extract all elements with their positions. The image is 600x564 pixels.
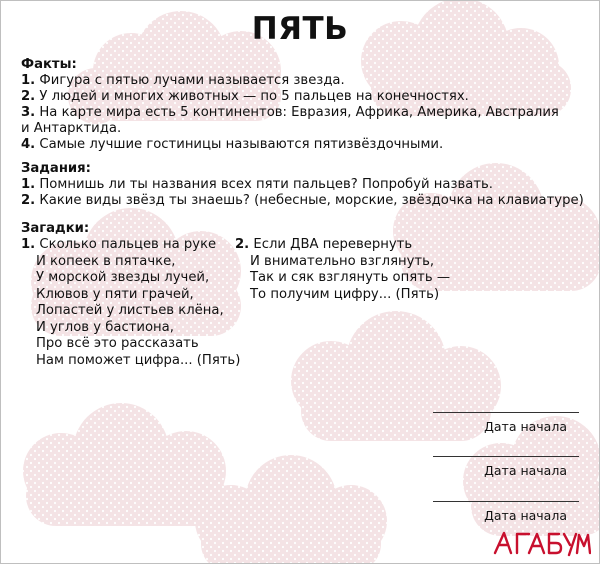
date-write-line[interactable] xyxy=(433,456,579,457)
date-write-line[interactable] xyxy=(433,412,579,413)
fact-text: У людей и многих животных — по 5 пальцев на конечностях. xyxy=(39,89,469,104)
task-text: Помнишь ли ты названия всех пяти пальцев? Попробуй назвать. xyxy=(39,177,493,192)
riddle-line: У морской звезды лучей, xyxy=(36,270,210,285)
date-field[interactable] xyxy=(433,456,579,478)
page-title: ПЯТЬ xyxy=(251,11,349,47)
fact-number: 2. xyxy=(21,89,36,104)
task-text: Какие виды звёзд ты знаешь? (небесные, морские, звёздочка на клавиатуре) xyxy=(39,193,584,208)
facts-heading: Факты: xyxy=(21,57,77,72)
fact-text: Фигура с пятью лучами называется звезда. xyxy=(39,73,345,88)
riddle-line: Про всё это рассказать xyxy=(36,336,199,351)
riddle-line: И внимательно взглянуть, xyxy=(250,253,435,269)
fact-number: 1. xyxy=(21,73,36,88)
fact-text: Самые лучшие гостиницы называются пятизвёздочными. xyxy=(39,137,444,152)
riddle-line: Нам поможет цифра... (Пять) xyxy=(36,352,241,368)
riddle-2 xyxy=(235,237,450,303)
date-field[interactable] xyxy=(433,412,579,434)
task-number: 1. xyxy=(21,177,36,192)
riddle-1 xyxy=(21,237,240,369)
riddle-number: 2. xyxy=(235,237,250,252)
fact-item xyxy=(21,105,561,137)
date-field[interactable] xyxy=(433,501,579,523)
date-label: Дата начала xyxy=(484,463,567,478)
date-label: Дата начала xyxy=(484,508,567,523)
riddle-number: 1. xyxy=(21,237,36,252)
riddle-line: Так и сяк взглянуть опять — xyxy=(250,270,451,285)
fact-number: 3. xyxy=(21,105,36,120)
riddle-line: И копеек в пятачке, xyxy=(36,253,176,269)
riddle-line: 2. Если ДВА перевернуть xyxy=(235,237,413,252)
riddles-section xyxy=(21,221,89,237)
riddle-line: Лопастей у листьев клёна, xyxy=(36,303,224,318)
riddle-line: И углов у бастиона, xyxy=(36,319,174,335)
riddle-line: То получим цифру... (Пять) xyxy=(250,286,440,302)
date-write-line[interactable] xyxy=(433,501,579,502)
riddle-line: Клювов у пяти грачей, xyxy=(36,286,194,302)
tasks-section xyxy=(21,161,584,209)
facts-section xyxy=(21,57,561,153)
fact-text: На карте мира есть 5 континентов: Евразия, Африка, Америка, Австралия и Антарктида. xyxy=(21,105,559,136)
fact-item xyxy=(21,137,561,153)
task-item xyxy=(21,193,584,209)
agabum-logo xyxy=(491,528,591,558)
riddle-line: 1. Сколько пальцев на руке xyxy=(21,237,217,252)
riddles-heading: Загадки: xyxy=(21,221,90,236)
task-item xyxy=(21,177,584,193)
tasks-heading: Задания: xyxy=(21,161,91,176)
fact-item xyxy=(21,89,561,105)
fact-number: 4. xyxy=(21,137,36,152)
date-label: Дата начала xyxy=(484,419,567,434)
fact-item xyxy=(21,73,561,89)
task-number: 2. xyxy=(21,193,36,208)
